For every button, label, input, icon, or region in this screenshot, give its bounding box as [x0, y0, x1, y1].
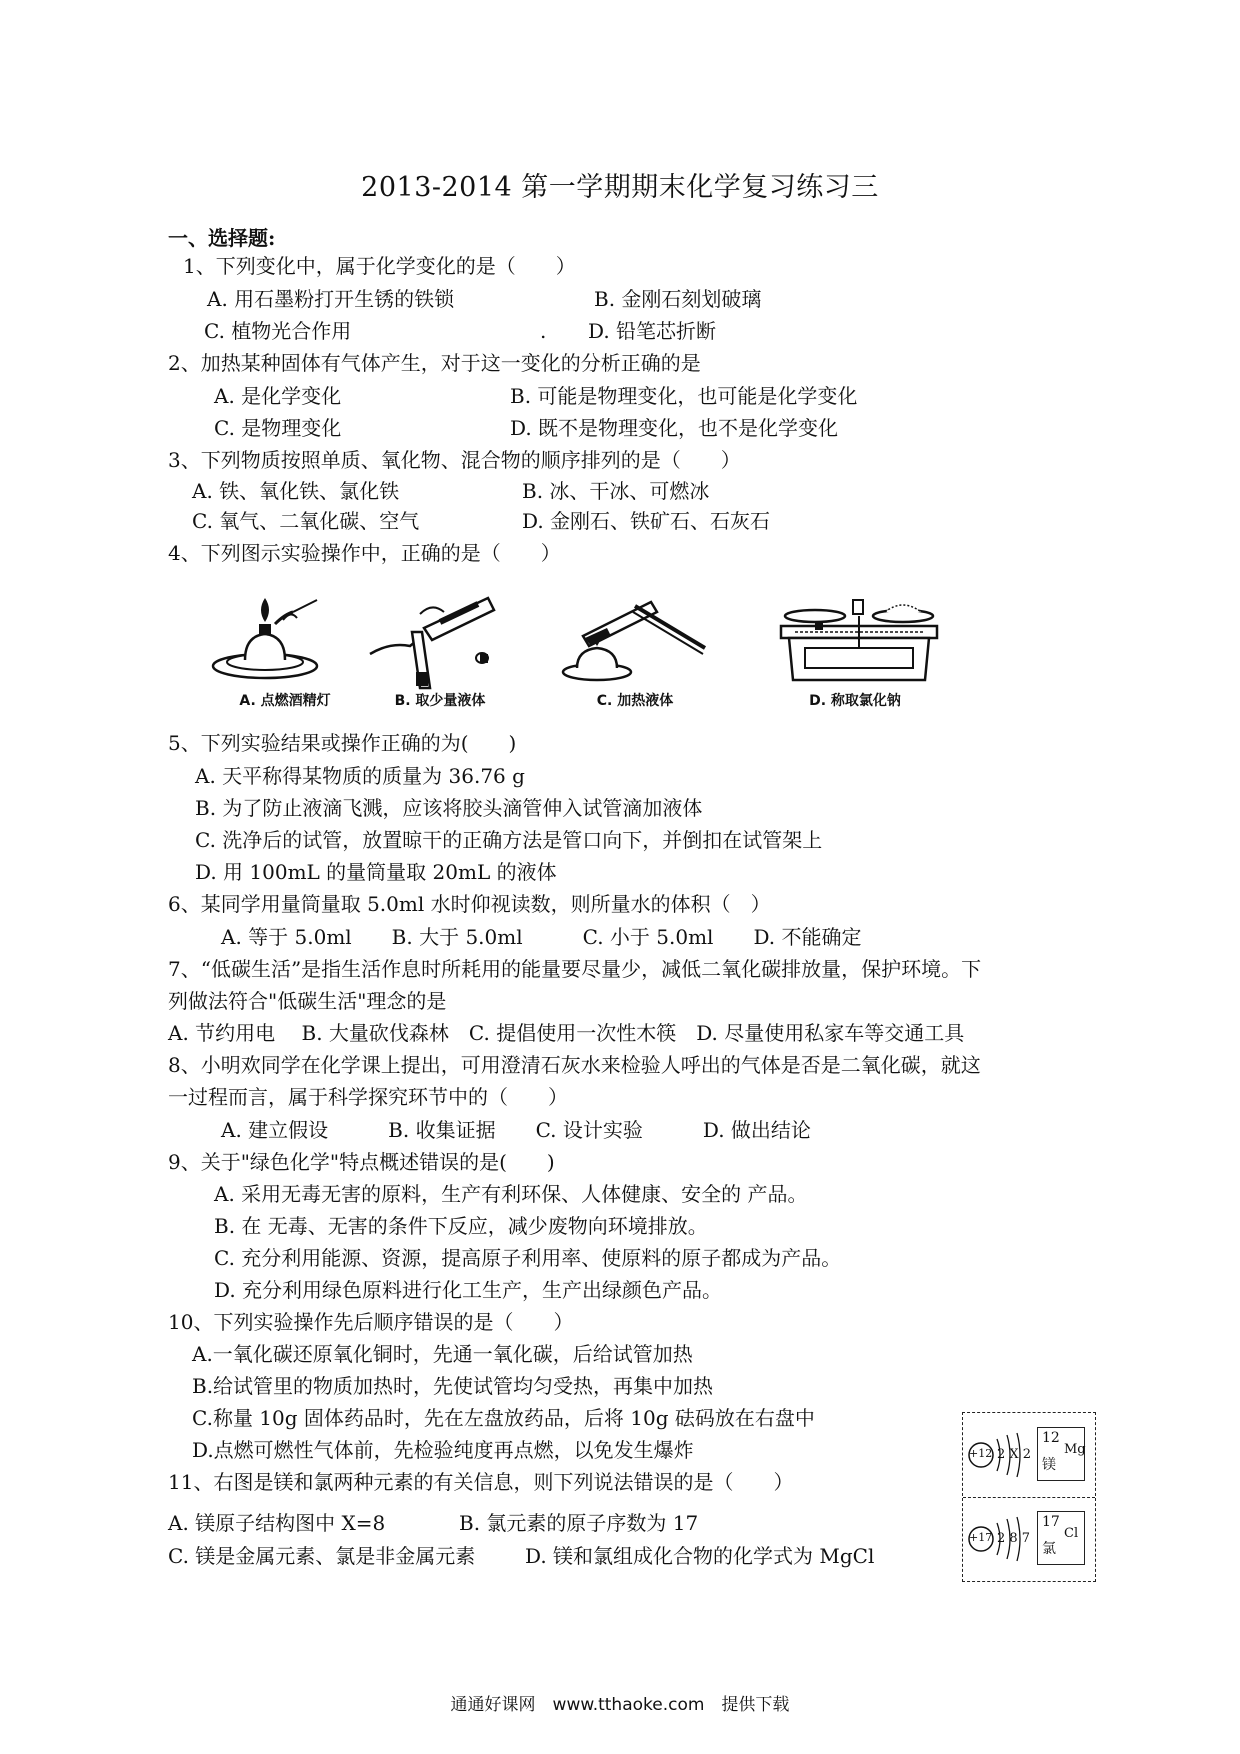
- page-title: 2013-2014 第一学期期末化学复习练习三: [361, 172, 879, 203]
- figure-heating-liquid: [555, 592, 715, 712]
- q11-option-c: C. 镁是金属元素、氯是非金属元素: [168, 1544, 476, 1568]
- q1-option-a: A. 用石墨粉打开生锈的铁锁: [207, 287, 455, 311]
- q8-stem-line1: 8、小明欢同学在化学课上提出，可用澄清石灰水来检验人呼出的气体是否是二氧化碳，就这: [168, 1053, 981, 1077]
- q3-option-b: B. 冰、干冰、可燃冰: [522, 479, 710, 503]
- figure-a-caption: A. 点燃酒精灯: [239, 693, 331, 709]
- figure-weighing: [775, 592, 935, 712]
- q1-stray-dot: .: [540, 319, 547, 343]
- test-tube-pouring-illustration: [360, 592, 520, 692]
- q11-stem: 11、右图是镁和氯两种元素的有关信息，则下列说法错误的是（ ）: [168, 1470, 794, 1494]
- alcohol-lamp-illustration: [205, 592, 365, 692]
- figure-d-caption: D. 称取氯化钠: [809, 693, 901, 709]
- q11-option-d: D. 镁和氯组成化合物的化学式为 MgCl: [525, 1544, 875, 1568]
- q5-option-d: D. 用 100mL 的量筒量取 20mL 的液体: [195, 860, 557, 884]
- q5-option-c: C. 洗净后的试管，放置晾干的正确方法是管口向下，并倒扣在试管架上: [195, 828, 823, 852]
- q5-stem: 5、下列实验结果或操作正确的为( ): [168, 731, 517, 755]
- cl-atomic-number: 17: [1042, 1514, 1060, 1530]
- q6-options: A. 等于 5.0ml B. 大于 5.0ml C. 小于 5.0ml D. 不能确定: [221, 925, 862, 949]
- mg-electron-shells: 2 X 2: [997, 1447, 1032, 1462]
- cl-electron-shells: 2 8 7: [997, 1531, 1031, 1546]
- q8-stem-line2: 一过程而言，属于科学探究环节中的（ ）: [168, 1085, 568, 1109]
- q3-option-d: D. 金刚石、铁矿石、石灰石: [522, 509, 771, 533]
- q7-stem-line1: 7、“低碳生活”是指生活作息时所耗用的能量要尽量少，减低二氧化碳排放量，保护环境。下: [168, 957, 982, 981]
- figure-lighting-lamp: [205, 592, 365, 712]
- q1-stem: 1、下列变化中，属于化学变化的是（ ）: [183, 254, 576, 278]
- mg-nucleus-charge: +12: [969, 1447, 993, 1460]
- cl-element-symbol: Cl: [1064, 1526, 1079, 1541]
- q2-option-a: A. 是化学变化: [214, 384, 342, 408]
- q2-option-b: B. 可能是物理变化，也可能是化学变化: [510, 384, 858, 408]
- mg-element-box: [1037, 1427, 1085, 1481]
- q9-stem: 9、关于"绿色化学"特点概述错误的是( ): [168, 1150, 555, 1174]
- cl-element-name: 氯: [1042, 1541, 1056, 1557]
- q1-option-b: B. 金刚石刻划破璃: [594, 287, 762, 311]
- mg-element-name: 镁: [1042, 1457, 1056, 1473]
- figure-taking-liquid: [360, 592, 520, 712]
- q1-option-c: C. 植物光合作用: [204, 319, 352, 343]
- q9-option-a: A. 采用无毒无害的原料，生产有利环保、人体健康、安全的 产品。: [214, 1182, 808, 1206]
- q2-option-c: C. 是物理变化: [214, 416, 342, 440]
- figure-c-caption: C. 加热液体: [596, 693, 674, 709]
- footer-source: 通通好课网 www.tthaoke.com 提供下载: [450, 1695, 790, 1715]
- section-heading: 一、选择题:: [168, 226, 276, 250]
- q4-stem: 4、下列图示实验操作中，正确的是（ ）: [168, 541, 561, 565]
- q2-option-d: D. 既不是物理变化，也不是化学变化: [510, 416, 839, 440]
- q2-stem: 2、加热某种固体有气体产生，对于这一变化的分析正确的是: [168, 351, 701, 375]
- q10-option-d: D.点燃可燃性气体前，先检验纯度再点燃，以免发生爆炸: [192, 1438, 694, 1462]
- q5-option-a: A. 天平称得某物质的质量为 36.76 g: [195, 764, 525, 788]
- figure-b-caption: B. 取少量液体: [394, 693, 486, 709]
- q9-option-b: B. 在 无毒、无害的条件下反应，减少废物向环境排放。: [214, 1214, 708, 1238]
- q11-option-b: B. 氯元素的原子序数为 17: [459, 1511, 699, 1535]
- q7-stem-line2: 列做法符合"低碳生活"理念的是: [168, 989, 447, 1013]
- q1-option-d: D. 铅笔芯折断: [588, 319, 717, 343]
- q9-option-d: D. 充分利用绿色原料进行化工生产，生产出绿颜色产品。: [214, 1278, 723, 1302]
- q3-stem: 3、下列物质按照单质、氧化物、混合物的顺序排列的是（ ）: [168, 448, 741, 472]
- q10-option-a: A.一氧化碳还原氧化铜时，先通一氧化碳，后给试管加热: [192, 1342, 693, 1366]
- mg-atomic-number: 12: [1042, 1430, 1060, 1446]
- q10-option-b: B.给试管里的物质加热时，先使试管均匀受热，再集中加热: [192, 1374, 714, 1398]
- cl-element-box: [1037, 1511, 1085, 1565]
- q11-option-a: A. 镁原子结构图中 X=8: [168, 1511, 386, 1535]
- q10-option-c: C.称量 10g 固体药品时，先在左盘放药品，后将 10g 砝码放在右盘中: [192, 1406, 815, 1430]
- q6-stem: 6、某同学用量筒量取 5.0ml 水时仰视读数，则所量水的体积（ ）: [168, 892, 771, 916]
- cl-nucleus-charge: +17: [969, 1531, 993, 1544]
- heating-test-tube-illustration: [555, 592, 725, 692]
- balance-scale-illustration: [775, 592, 945, 692]
- q9-option-c: C. 充分利用能源、资源，提高原子利用率、使原料的原子都成为产品。: [214, 1246, 842, 1270]
- element-info-figure: [962, 1412, 1096, 1582]
- q3-option-c: C. 氧气、二氧化碳、空气: [192, 509, 420, 533]
- q4-figures: [205, 592, 965, 712]
- q7-options: A. 节约用电 B. 大量砍伐森林 C. 提倡使用一次性木筷 D. 尽量使用私家车等交通工具: [168, 1021, 965, 1045]
- mg-element-symbol: Mg: [1064, 1442, 1086, 1457]
- q8-options: A. 建立假设 B. 收集证据 C. 设计实验 D. 做出结论: [221, 1118, 811, 1142]
- q5-option-b: B. 为了防止液滴飞溅，应该将胶头滴管伸入试管滴加液体: [195, 796, 703, 820]
- q3-option-a: A. 铁、氧化铁、氯化铁: [192, 479, 400, 503]
- q10-stem: 10、下列实验操作先后顺序错误的是（ ）: [168, 1310, 574, 1334]
